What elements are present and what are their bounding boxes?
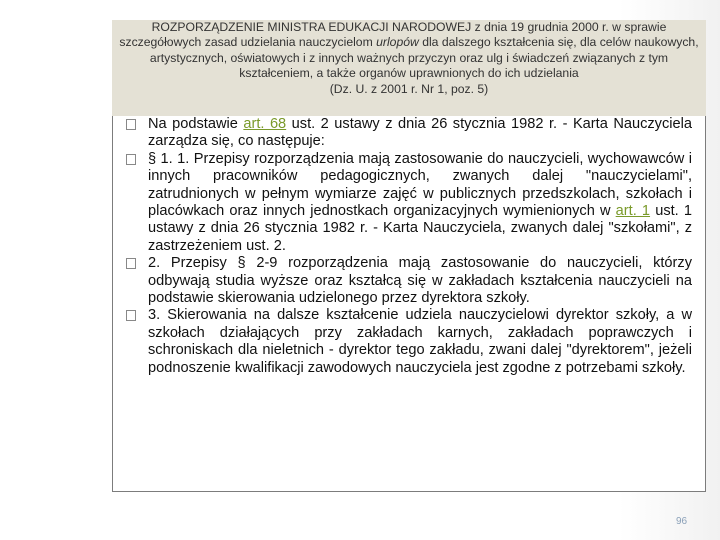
square-bullet-icon [126, 258, 136, 269]
square-bullet-icon [126, 119, 136, 130]
title-banner [112, 20, 706, 116]
page-number: 96 [676, 516, 688, 527]
title-italic-word: urlopów [376, 35, 419, 50]
item-text: § 1. 1. Przepisy rozporządzenia mają zastosowanie do nauczycieli, wychowawców i innych pracowników pedagogicznych, zwanych dalej "nauczycielami", zatrudnionych w pełnym wymiarze zajęć w publicznych przedszkolach, szkołach i placówkach oraz innych jednostkach organizacyjnych wymienionych w [148, 150, 692, 220]
bullet-list [126, 116, 692, 377]
item-text: 3. Skierowania na dalsze kształcenie udziela nauczycielowi dyrektor szkoły, a w szkołach działających przy zakładach karnych, zakładach poprawczych i schroniskach dla nieletnich - dyrektor tego zakładu, zwani dalej "dyrektorem", jeżeli podnoszenie kwalifikacji zawodowych nauczyciela jest zgodne z potrzebami szkoły. [148, 307, 692, 376]
title-text-continued: dla dalszego kształcenia się, dla celów naukowych, artystycznych, oświatowych i z innych ważnych przyczyn oraz ulg i świadczeń związanych z tym kształceniem, a także organów uprawnionych do ich udzielania [149, 35, 699, 81]
item-text-continued: ust. 2 ustawy z dnia 26 stycznia 1982 r. - Karta Nauczyciela zarządza się, co następuje: [148, 116, 692, 150]
list-item [126, 307, 692, 377]
square-bullet-icon [126, 310, 136, 321]
title-citation: (Dz. U. z 2001 r. Nr 1, poz. 5) [329, 81, 489, 96]
item-text: Na podstawie [148, 116, 244, 132]
item-text-continued: ust. 1 ustawy z dnia 26 stycznia 1982 r. - Karta Nauczyciela, zwanych dalej "szkołami", z zastrzeżeniem ust. 2. [148, 203, 693, 254]
item-text: 2. Przepisy § 2-9 rozporządzenia mają zastosowanie do nauczycieli, którzy odbywają studia wyższe oraz kształcą się w zakładach kształcenia nauczycieli na podstawie skierowania udzielonego przez dyrektora szkoły. [148, 255, 692, 307]
art-1-link[interactable]: art. 1 [615, 203, 651, 220]
square-bullet-icon [126, 154, 136, 165]
art-68-link[interactable]: art. 68 [243, 116, 287, 132]
list-item [126, 255, 692, 307]
title-text: ROZPORZĄDZENIE MINISTRA EDUKACJI NARODOWEJ z dnia 19 grudnia 2000 r. w sprawie szczegółowych zasad udzielania nauczycielom [119, 20, 667, 50]
list-item [126, 151, 692, 255]
list-item [126, 116, 692, 151]
